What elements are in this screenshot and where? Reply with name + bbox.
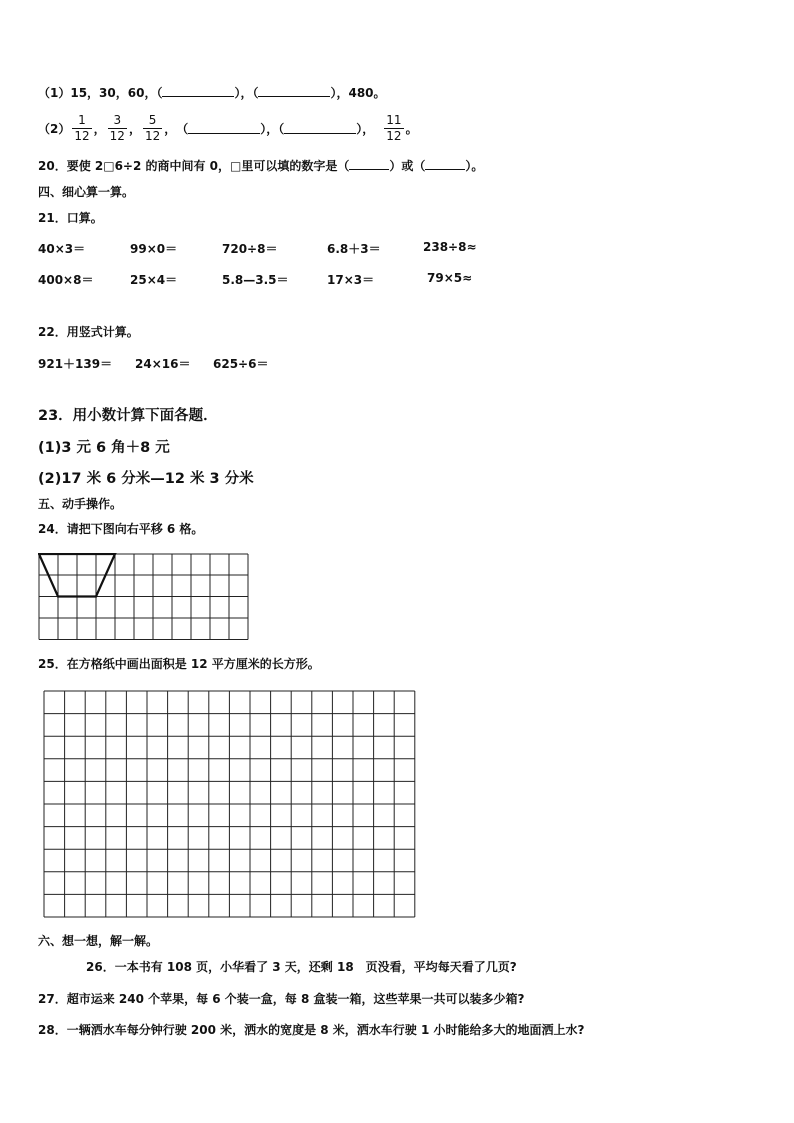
answer-blank[interactable]	[162, 86, 234, 97]
q23-item: (1)3 元 6 角＋8 元	[38, 440, 170, 456]
q19-part1-label: （1）	[38, 86, 71, 100]
q21-item: 5.8—3.5＝	[222, 273, 289, 287]
q23-item: (2)17 米 6 分米—12 米 3 分米	[38, 471, 254, 487]
q25-title: 25．在方格纸中画出面积是 12 平方厘米的长方形。	[38, 657, 320, 671]
answer-blank[interactable]	[425, 159, 465, 170]
answer-blank[interactable]	[349, 159, 389, 170]
q23-title: 23．用小数计算下面各题．	[38, 408, 218, 424]
fraction: $\frac{11}{12}$	[386, 112, 402, 143]
q21-item: 25×4＝	[130, 273, 178, 287]
q22-title: 22．用竖式计算。	[38, 325, 139, 339]
answer-blank[interactable]	[188, 123, 260, 134]
q24-title: 24．请把下图向右平移 6 格。	[38, 522, 204, 536]
q21-title: 21．口算。	[38, 211, 103, 225]
separator: ，	[128, 121, 141, 136]
fraction: $\frac{1}{12}$	[74, 112, 90, 143]
q20-text: ）或（	[389, 159, 426, 173]
q20-text: 20．要使 2□6÷2 的商中间有 0，□里可以填的数字是（	[38, 159, 350, 173]
q21-item: 720÷8＝	[222, 242, 278, 256]
q19-part1-seq: 15，30，60，（	[70, 86, 163, 100]
close-paren: ），	[356, 121, 375, 136]
open-paren: （	[176, 121, 189, 136]
q21-item: 238÷8≈	[423, 240, 477, 254]
q21-item: 40×3＝	[38, 242, 86, 256]
q21-item: 99×0＝	[130, 242, 178, 256]
mid-paren: ），（	[260, 121, 285, 136]
answer-blank[interactable]	[284, 123, 356, 134]
separator: ，	[164, 121, 177, 136]
q24-grid[interactable]	[38, 553, 250, 643]
grid-lines	[44, 691, 415, 917]
q19-part2	[38, 110, 418, 146]
section-heading: 四、细心算一算。	[38, 185, 135, 199]
section-heading: 五、动手操作。	[38, 497, 123, 511]
q19-part1-mid: ），（	[234, 86, 259, 100]
q19-part1	[38, 84, 386, 101]
q22-item: 921＋139＝	[38, 357, 113, 371]
period: 。	[405, 121, 418, 136]
q21-item: 400×8＝	[38, 273, 94, 287]
q22-item: 24×16＝	[135, 357, 191, 371]
q28: 28．一辆洒水车每分钟行驶 200 米，洒水的宽度是 8 米，洒水车行驶 1 小时能给多大的地面洒上水?	[38, 1023, 585, 1037]
q22-item: 625÷6＝	[213, 357, 269, 371]
section-heading: 六、想一想，解一解。	[38, 934, 159, 948]
q25-grid[interactable]	[43, 690, 419, 920]
q20	[38, 157, 483, 174]
q26: 26．一本书有 108 页，小华看了 3 天，还剩 18 页没看，平均每天看了几页?	[86, 960, 517, 974]
q19-part1-end: ），480。	[330, 86, 386, 100]
q19-part2-label: （2）	[38, 121, 71, 136]
q27: 27．超市运来 240 个苹果，每 6 个装一盒，每 8 盒装一箱，这些苹果一共可以装多少箱?	[38, 992, 525, 1006]
q21-item: 6.8＋3＝	[327, 242, 381, 256]
q21-item: 17×3＝	[327, 273, 375, 287]
answer-blank[interactable]	[258, 86, 330, 97]
q21-item: 79×5≈	[427, 271, 473, 285]
fraction: $\frac{5}{12}$	[144, 112, 161, 143]
fraction: $\frac{3}{12}$	[109, 112, 125, 143]
separator: ，	[93, 121, 106, 136]
q20-text: ）。	[465, 159, 484, 173]
